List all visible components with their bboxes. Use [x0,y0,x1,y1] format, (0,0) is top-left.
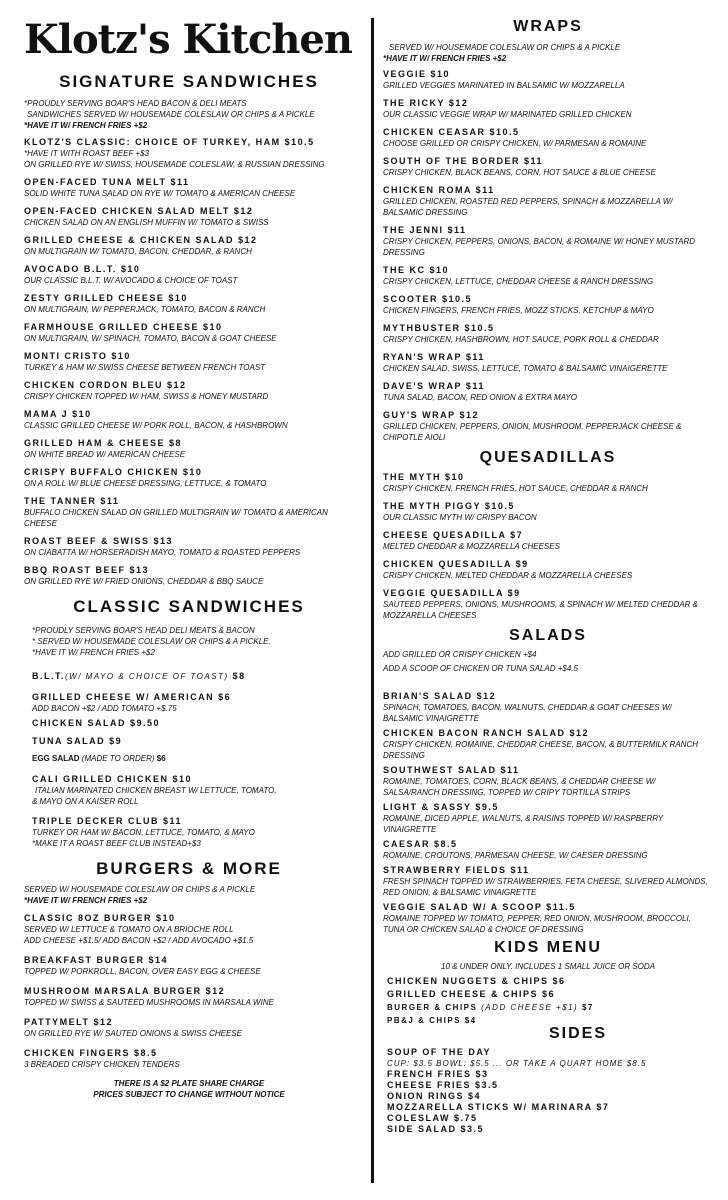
item-desc: GRILLED CHICKEN, PEPPERS, ONION, MUSHROOM, PEPPERJACK CHEESE & CHIPOTLE AIOLI [383,422,682,442]
menu-item [24,535,354,558]
classic-sandwiches-heading: CLASSIC SANDWICHES [73,597,305,616]
menu-item [383,690,713,724]
menu-item [24,350,354,373]
item-desc: ROMAINE, DICED APPLE, WALNUTS, & RAISINS TOPPED W/ RASPBERRY VINAIGRETTE [383,814,663,834]
item-desc: *HAVE IT WITH ROAST BEEF +$3 [24,149,149,158]
item-name: B.L.T. [32,671,65,681]
item-name: OPEN-FACED TUNA MELT $11 [24,177,190,187]
item-desc: CHOOSE GRILLED OR CRISPY CHICKEN, W/ PARMESAN & ROMAINE [383,139,647,148]
menu-item [383,264,713,287]
menu-item [383,901,713,935]
signature-sandwiches-heading: SIGNATURE SANDWICHES [59,72,319,91]
item-desc: CRISPY CHICKEN, BLACK BEANS, CORN, HOT SAUCE & BLUE CHEESE [383,168,656,177]
item-desc: SERVED W/ LETTUCE & TOMATO ON A BRIOCHE ROLL [24,925,234,934]
item-name: MONTI CRISTO $10 [24,351,131,361]
menu-item [24,292,354,315]
item-desc: CRISPY CHICKEN, FRENCH FRIES, HOT SAUCE, CHEDDAR & RANCH [383,484,648,493]
wrap-items [383,68,713,443]
kids-item: GRILLED CHEESE & CHIPS $6 [387,989,556,999]
item-name: THE MYTH $10 [383,472,465,482]
side-item: COLESLAW $.75 [387,1113,478,1123]
menu-item [383,558,713,581]
kids-item: PB&J & CHIPS $4 [387,1016,477,1025]
item-desc: 3 BREADED CRISPY CHICKEN TENDERS [24,1060,180,1069]
burger-items [24,912,354,1070]
side-item: FRENCH FRIES $3 [387,1069,489,1079]
menu-item [383,864,713,898]
restaurant-name: Klotz's Kitchen [24,16,352,63]
item-desc: SPINACH, TOMATOES, BACON, WALNUTS, CHEDDAR & GOAT CHEESES W/ BALSAMIC VINAIGRETTE [383,703,672,723]
footer-note: THERE IS A $2 PLATE SHARE CHARGE [113,1079,265,1088]
item-name: CHICKEN CORDON BLEU $12 [24,380,187,390]
item-name: KLOTZ'S CLASSIC: CHOICE OF TURKEY, HAM $10.5 [24,137,315,147]
item-desc: ITALIAN MARINATED CHICKEN BREAST W/ LETTUCE, TOMATO, [35,786,277,795]
kids-item: CHICKEN NUGGETS & CHIPS $6 [387,976,566,986]
burgers-heading: BURGERS & MORE [96,859,282,878]
item-name: CALI GRILLED CHICKEN $10 [32,774,193,784]
menu-item [32,753,354,765]
sides-list [387,1069,713,1135]
item-name: STRAWBERRY FIELDS $11 [383,865,530,875]
note: *PROUDLY SERVING BOAR'S HEAD BACON & DELI MEATS [24,99,247,108]
menu-item [383,126,713,149]
item-desc: MELTED CHEDDAR & MOZZARELLA CHEESES [383,542,560,551]
item-name: EGG SALAD [32,754,80,763]
menu-item [383,97,713,120]
menu-item [383,155,713,178]
item-desc: CRISPY CHICKEN, HASHBROWN, HOT SAUCE, PORK ROLL & CHEDDAR [383,335,659,344]
menu-item [383,409,713,443]
item-name: VEGGIE $10 [383,69,451,79]
menu-item [383,224,713,258]
item-desc: TUNA SALAD, BACON, RED ONION & EXTRA MAYO [383,393,577,402]
item-desc: *MAKE IT A ROAST BEEF CLUB INSTEAD+$3 [32,839,201,848]
item-name: ZESTY GRILLED CHEESE $10 [24,293,188,303]
item-desc: TURKEY OR HAM W/ BACON, LETTUCE, TOMATO, & MAYO [32,828,255,837]
item-desc: ON GRILLED RYE W/ FRIED ONIONS, CHEDDAR & BBQ SAUCE [24,577,264,586]
item-name: MUSHROOM MARSALA BURGER $12 [24,986,226,996]
item-desc: ADD CHEESE +$1.5/ ADD BACON +$2 / ADD AVOCADO +$1.5 [24,936,254,945]
note: *HAVE IT W/ FRENCH FRIES +$2 [24,896,148,905]
item-name: DAVE'S WRAP $11 [383,381,485,391]
menu-item [32,773,354,807]
menu-item [24,912,354,946]
menu-item [24,408,354,431]
column-divider [371,18,374,1183]
item-name: CLASSIC 8OZ BURGER $10 [24,913,176,923]
wraps-heading: WRAPS [513,18,583,35]
item-name: CRISPY BUFFALO CHICKEN $10 [24,467,203,477]
kids-items [383,975,713,1027]
item-name: THE KC $10 [383,265,450,275]
classic-section [24,625,354,849]
side-item: ONION RINGS $4 [387,1091,482,1101]
side-desc: CUP: $3.5 BOWL: $5.5 ... OR TAKE A QUART HOME $8.5 [387,1059,647,1068]
menu-item [383,801,713,835]
item-desc: TOPPED W/ PORKROLL, BACON, OVER EASY EGG & CHEESE [24,967,261,976]
item-name: BBQ ROAST BEEF $13 [24,565,150,575]
item-paren: (MADE TO ORDER) [81,754,155,763]
item-name: VEGGIE SALAD W/ A SCOOP $11.5 [383,902,576,912]
item-desc: ROMAINE TOPPED W/ TOMATO, PEPPER, RED ONION, MUSHROOM, BROCCOLI, TUNA OR CHICKEN SALAD & CHOICE OF DRESSING [383,914,691,934]
quesadillas-heading: QUESADILLAS [479,449,617,466]
menu-item [24,564,354,587]
kids-menu-heading: KIDS MENU [494,939,602,956]
item-desc: SAUTEED PEPPERS, ONIONS, MUSHROOMS, & SPINACH W/ MELTED CHEDDAR & MOZZARELLA CHEESES [383,600,699,620]
item-desc: ON MULTIGRAIN, W/ PEPPERJACK, TOMATO, BACON & RANCH [24,305,266,314]
item-name: SOUTHWEST SALAD $11 [383,765,520,775]
side-item: SIDE SALAD $3.5 [387,1124,485,1134]
item-desc: ROMAINE, TOMATOES, CORN, BLACK BEANS, & CHEDDAR CHEESE W/ SALSA/RANCH DRESSING, TOPPED W/ CRIPY TORTILLA STRIPS [383,777,656,797]
item-desc: CHICKEN SALAD ON AN ENGLISH MUFFIN W/ TOMATO & SWISS [24,218,269,227]
item-name: OPEN-FACED CHICKEN SALAD MELT $12 [24,206,254,216]
item-desc: GRILLED CHICKEN, ROASTED RED PEPPERS, SPINACH & MOZZARELLA W/ BALSAMIC DRESSING [383,197,673,217]
menu-item [24,321,354,344]
menu-item [24,1016,354,1039]
item-name: CHICKEN BACON RANCH SALAD $12 [383,728,590,738]
menu-item [32,691,354,714]
menu-item [24,437,354,460]
menu-item [383,68,713,91]
menu-item [24,495,354,529]
item-desc: CHICKEN SALAD, SWISS, LETTUCE, TOMATO & BALSAMIC VINAIGERETTE [383,364,668,373]
menu-item [24,466,354,489]
note: *PROUDLY SERVING BOAR'S HEAD DELI MEATS & BACON [32,626,255,635]
menu-item [24,985,354,1008]
menu-item: TUNA SALAD $9 [32,736,123,746]
signature-notes [24,98,354,131]
item-name: GRILLED CHEESE & CHICKEN SALAD $12 [24,235,258,245]
item-name: CHICKEN ROMA $11 [383,185,495,195]
note: SANDWICHES SERVED W/ HOUSEMADE COLESLAW OR CHIPS & A PICKLE [27,110,315,119]
item-name: RYAN'S WRAP $11 [383,352,485,362]
menu-item [24,263,354,286]
item-desc: ON GRILLED RYE W/ SWISS, HOUSEMADE COLESLAW, & RUSSIAN DRESSING [24,160,325,169]
item-name: BURGER & CHIPS [387,1003,478,1012]
item-desc: FRESH SPINACH TOPPED W/ STRAWBERRIES, FETA CHEESE, SLIVERED ALMONDS, RED ONION, & BALSAMIC VINAIGRETTE [383,877,708,897]
menu-item [383,184,713,218]
item-name: BREAKFAST BURGER $14 [24,955,169,965]
item-name: GRILLED CHEESE W/ AMERICAN $6 [32,692,232,702]
menu-item [383,500,713,523]
item-name: THE RICKY $12 [383,98,469,108]
side-item: CHEESE FRIES $3.5 [387,1080,499,1090]
item-desc: ON CIABATTA W/ HORSERADISH MAYO, TOMATO & ROASTED PEPPERS [24,548,301,557]
footer-note: PRICES SUBJECT TO CHANGE WITHOUT NOTICE [93,1090,285,1099]
item-desc: CHICKEN FINGERS, FRENCH FRIES, MOZZ STICKS, KETCHUP & MAYO [383,306,654,315]
sides-items [383,1047,713,1135]
salads-heading: SALADS [509,627,587,644]
sides-heading: SIDES [548,1025,607,1042]
salad-items [383,690,713,935]
left-column [24,14,354,1100]
item-name: FARMHOUSE GRILLED CHEESE $10 [24,322,223,332]
item-desc: CRISPY CHICKEN, MELTED CHEDDAR & MOZZARELLA CHEESES [383,571,633,580]
note: *HAVE IT W/ FRENCH FRIES +$2 [24,121,148,130]
menu-item [24,379,354,402]
menu-item [383,322,713,345]
item-desc: CRISPY CHICKEN, ROMAINE, CHEDDAR CHEESE, BACON, & BUTTERMILK RANCH DRESSING [383,740,699,760]
item-desc: SOLID WHITE TUNA SALAD ON RYE W/ TOMATO & AMERICAN CHEESE [24,189,296,198]
note: *HAVE IT W/ FRENCH FRIES +$2 [32,648,155,657]
kids-item [387,1001,713,1014]
menu-item [24,136,354,170]
item-desc: ROMAINE, CROUTONS, PARMESAN CHEESE, W/ CAESER DRESSING [383,851,648,860]
menu-item [383,727,713,761]
note: SERVED W/ HOUSEMADE COLESLAW OR CHIPS & A PICKLE [24,885,256,894]
menu-item [383,764,713,798]
note: ADD GRILLED OR CRISPY CHICKEN +$4 [383,650,537,659]
item-name: CHICKEN FINGERS $8.5 [24,1048,158,1058]
menu-item [383,471,713,494]
footer-notes [24,1078,354,1100]
item-name: PATTYMELT $12 [24,1017,114,1027]
item-name: SCOOTER $10.5 [383,294,473,304]
quesadilla-items [383,471,713,621]
item-paren: (W/ MAYO & CHOICE OF TOAST) [65,672,229,681]
item-name: CHICKEN QUESADILLA $9 [383,559,529,569]
item-name: THE JENNI $11 [383,225,467,235]
menu-item [32,815,354,849]
item-name: TRIPLE DECKER CLUB $11 [32,816,183,826]
item-name: MAMA J $10 [24,409,92,419]
signature-items [24,136,354,587]
item-desc: ON A ROLL W/ BLUE CHEESE DRESSING, LETTUCE, & TOMATO [24,479,267,488]
item-desc: OUR CLASSIC MYTH W/ CRISPY BACON [383,513,537,522]
item-name: ROAST BEEF & SWISS $13 [24,536,174,546]
menu-item [383,838,713,861]
note: SERVED W/ HOUSEMADE COLESLAW OR CHIPS & A PICKLE [389,43,621,52]
item-name: CAESAR $8.5 [383,839,458,849]
item-name: THE TANNER $11 [24,496,120,506]
item-name: LIGHT & SASSY $9.5 [383,802,499,812]
item-desc: OUR CLASSIC B.L.T. W/ AVOCADO & CHOICE OF TOAST [24,276,238,285]
item-desc: ON MULTIGRAIN, W/ SPINACH, TOMATO, BACON & GOAT CHEESE [24,334,277,343]
item-paren: (ADD CHEESE +$1) [481,1003,579,1012]
note: * SERVED W/ HOUSEMADE COLESLAW OR CHIPS & A PICKLE. [32,637,271,646]
item-name: VEGGIE QUESADILLA $9 [383,588,521,598]
item-price: $8 [232,671,246,681]
note: ADD A SCOOP OF CHICKEN OR TUNA SALAD +$4.5 [383,664,578,673]
item-desc: ON MULTIGRAIN W/ TOMATO, BACON, CHEDDAR, & RANCH [24,247,252,256]
item-desc: TOPPED W/ SWISS & SAUTEED MUSHROOMS IN MARSALA WINE [24,998,274,1007]
item-desc: ADD BACON +$2 / ADD TOMATO +$.75 [32,704,177,713]
menu-item [383,529,713,552]
item-name: MYTHBUSTER $10.5 [383,323,495,333]
item-price: $7 [581,1003,594,1012]
menu-item [383,587,713,621]
item-desc: ON WHITE BREAD W/ AMERICAN CHEESE [24,450,186,459]
item-name: THE MYTH PIGGY $10.5 [383,501,515,511]
item-price: $6 [156,754,166,763]
menu-item [383,351,713,374]
item-desc: BUFFALO CHICKEN SALAD ON GRILLED MULTIGRAIN W/ TOMATO & AMERICAN CHEESE [24,508,328,528]
menu-item [383,293,713,316]
menu-item [24,205,354,228]
item-desc: OUR CLASSIC VEGGIE WRAP W/ MARINATED GRILLED CHICKEN [383,110,632,119]
item-desc: CRISPY CHICKEN, LETTUCE, CHEDDAR CHEESE & RANCH DRESSING [383,277,654,286]
side-item: MOZZARELLA STICKS W/ MARINARA $7 [387,1102,610,1112]
item-desc: CLASSIC GRILLED CHEESE W/ PORK ROLL, BACON, & HASHBROWN [24,421,288,430]
menu-item [24,954,354,977]
side-item: SOUP OF THE DAY [387,1047,492,1057]
item-desc: GRILLED VEGGIES MARINATED IN BALSAMIC W/ MOZZARELLA [383,81,625,90]
item-name: GUY'S WRAP $12 [383,410,479,420]
item-desc: ON GRILLED RYE W/ SAUTED ONIONS & SWISS CHEESE [24,1029,242,1038]
menu-item [383,380,713,403]
item-name: GRILLED HAM & CHEESE $8 [24,438,183,448]
menu-item [24,234,354,257]
item-name: BRIAN'S SALAD $12 [383,691,497,701]
right-column [383,18,713,1135]
menu-item: CHICKEN SALAD $9.50 [32,718,161,728]
item-desc: TURKEY & HAM W/ SWISS CHEESE BETWEEN FRENCH TOAST [24,363,266,372]
item-desc: CRISPY CHICKEN TOPPED W/ HAM, SWISS & HONEY MUSTARD [24,392,269,401]
item-name: SOUTH OF THE BORDER $11 [383,156,544,166]
menu-item [32,670,354,682]
kids-note: 10 & UNDER ONLY. INCLUDES 1 SMALL JUICE OR SODA [441,962,655,971]
item-name: CHEESE QUESADILLA $7 [383,530,524,540]
item-desc: & MAYO ON A KAISER ROLL [32,797,139,806]
menu-item [24,1047,354,1070]
item-desc: CRISPY CHICKEN, PEPPERS, ONIONS, BACON, & ROMAINE W/ HONEY MUSTARD DRESSING [383,237,696,257]
item-name: CHICKEN CEASAR $10.5 [383,127,520,137]
menu-item [24,176,354,199]
note: *HAVE IT W/ FRENCH FRIES +$2 [383,54,507,63]
item-name: AVOCADO B.L.T. $10 [24,264,141,274]
